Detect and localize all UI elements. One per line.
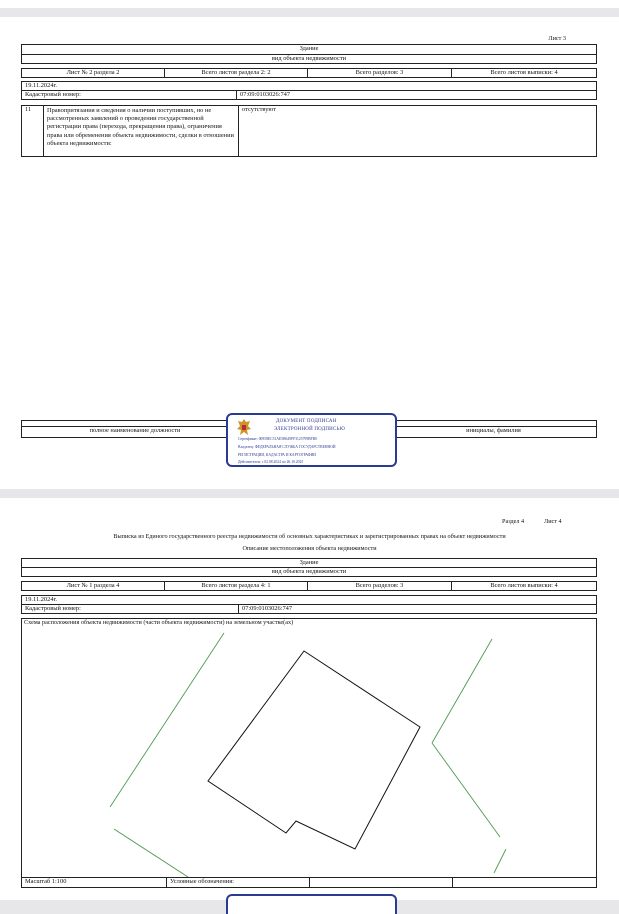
info-sheet-of-section: Лист № 2 раздела 2 [21,68,165,78]
extract-subheading: Описание местоположения объекта недвижимости [242,545,377,552]
position-caption: полное наименование должности [21,427,249,438]
stamp-owner-line2: РЕГИСТРАЦИИ, КАДАСТРА И КАРТОГРАФИИ [238,453,316,457]
location-scheme-frame [21,618,597,878]
electronic-signature-stamp [226,413,397,467]
extract-date: 19.11.2024г. [21,595,597,605]
document-page-3 [0,17,619,489]
coat-of-arms-icon [236,418,252,438]
stamp-title: ДОКУМЕНТ ПОДПИСАН [276,419,337,424]
row-number: 11 [21,105,44,157]
extract-heading: Выписка из Единого государственного реестра недвижимости об основных характеристиках и зарегистрированных правах на объект недвижимости [113,533,506,540]
land-plot-boundary-right [432,639,492,743]
legend-cell-1 [309,877,453,888]
sheet-number: Лист 3 [548,35,566,42]
legend-label: Условные обозначения: [166,877,310,888]
info-total-sections: Всего разделов: 3 [307,68,452,78]
info-total-sections: Всего разделов: 3 [307,581,452,591]
land-plot-boundary-left [110,633,224,807]
object-type-caption: вид объекта недвижимости [21,54,597,64]
cadastral-number-value: 07:09:0103026:747 [236,90,597,100]
land-plot-boundary-right-lower [432,743,500,837]
stamp-subtitle: ЭЛЕКТРОННОЙ ПОДПИСЬЮ [274,427,345,432]
previous-page-edge [0,0,619,8]
object-type-value: Здание [21,44,597,55]
info-total-sheets: Всего листов выписки: 4 [451,581,597,591]
document-page-4 [0,498,619,900]
sheet-number: Лист 4 [544,518,562,525]
location-scheme-drawing [22,629,596,877]
stamp-certificate: Сертификат: 00958EC51AE5B649FF3125799BFB0 [238,437,317,441]
name-caption: инициалы, фамилия [390,427,597,438]
object-type-caption: вид объекта недвижимости [21,567,597,577]
info-total-section-sheets: Всего листов раздела 4: 1 [164,581,308,591]
section-number: Раздел 4 [502,518,525,525]
info-total-section-sheets: Всего листов раздела 2: 2 [164,68,308,78]
extract-date: 19.11.2024г. [21,81,597,91]
info-sheet-of-section: Лист № 1 раздела 4 [21,581,165,591]
encumbrance-answer: отсутствуют [238,105,597,157]
cadastral-number-label: Кадастровый номер: [21,604,239,614]
scale-value: Масштаб 1:100 [21,877,167,888]
land-plot-boundary-bottom [114,829,188,877]
info-total-sheets: Всего листов выписки: 4 [451,68,597,78]
stamp-owner-line1: Владелец: ФЕДЕРАЛЬНАЯ СЛУЖБА ГОСУДАРСТВЕННОЙ [238,445,336,449]
cadastral-number-value: 07:09:0103026:747 [238,604,597,614]
building-contour [208,651,420,849]
electronic-signature-stamp-partial [226,894,397,914]
cadastral-number-label: Кадастровый номер: [21,90,237,100]
legend-cell-2 [452,877,597,888]
land-plot-boundary-right-tail [494,849,506,873]
stamp-validity: Действителен: с 02.08.2024 по 26.10.2025 [238,460,304,464]
encumbrance-question: Правопритязания и сведения о наличии поступивших, но не рассмотренных заявлений о проведении государственной регистрации права (перехода, прекращения права), ограничения права или обременения объекта недвижимости, сделки в отношении объекта недвижимости: [43,105,239,157]
object-type-value: Здание [21,558,597,568]
scheme-title: Схема расположения объекта недвижимости (части объекта недвижимости) на земельном участке(ах) [24,619,294,626]
